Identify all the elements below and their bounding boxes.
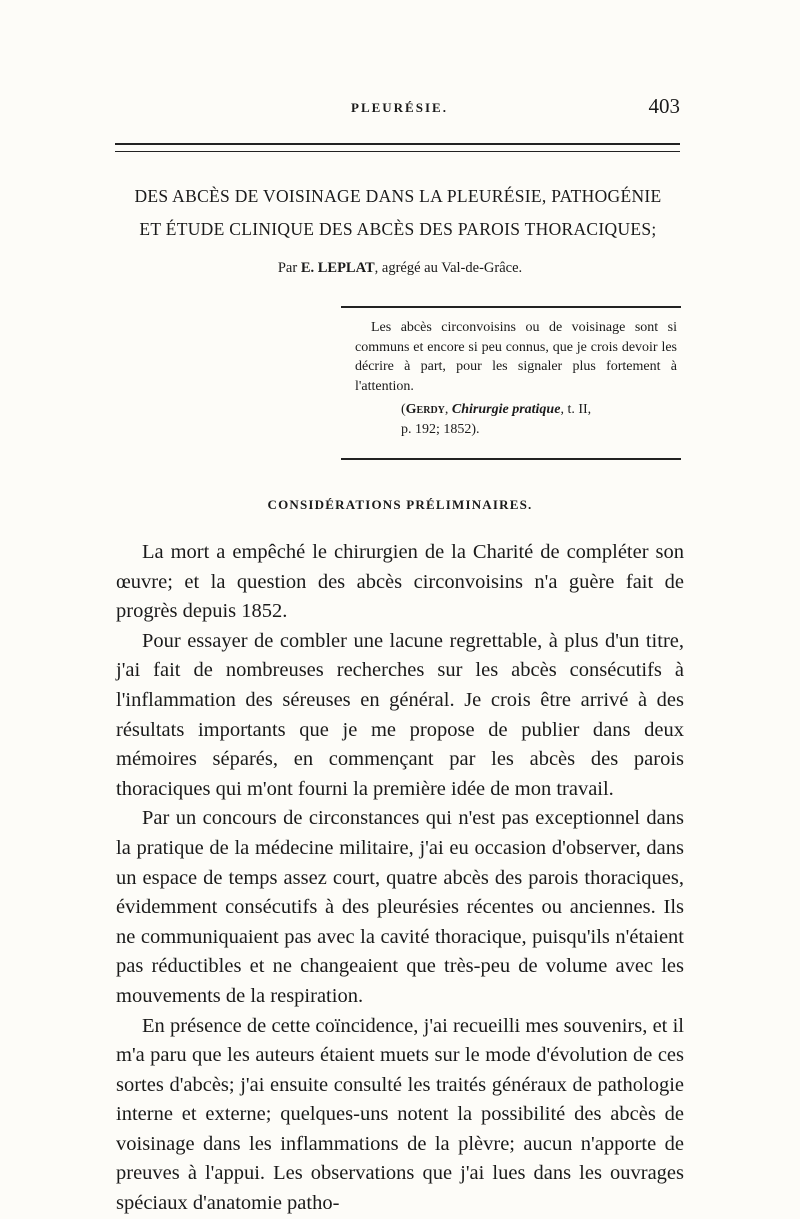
article-title-line-2: ET ÉTUDE CLINIQUE DES ABCÈS DES PAROIS THORACIQUES; — [139, 219, 657, 239]
paragraph-4: En présence de cette coïncidence, j'ai recueilli mes souvenirs, et il m'a paru que les auteurs étaient muets sur le mode d'évolution de ces sortes d'abcès; j'ai ensuite consulté les traités généraux de pathologie interne et externe; quelques-uns notent la possibilité des abcès de voisinage dans les inflammations de la plèvre; aucun n'apporte de preuves à l'appui. Les observations que j'ai lues dans les ouvrages spéciaux d'anatomie patho- — [116, 1014, 684, 1215]
citation-page-year: p. 192; 1852). — [401, 422, 480, 437]
paragraph-2: Pour essayer de combler une lacune regrettable, à plus d'un titre, j'ai fait de nombreuses recherches sur les abcès consécutifs à l'inflammation des séreuses en général. Je crois être arrivé à des résultats importants que je me propose de publier dans deux mémoires séparés, en commençant par les abcès des parois thoraciques qui m'ont fourni la première idée de mon travail. — [116, 629, 684, 800]
epigraph — [355, 318, 677, 440]
article-title-line-1: DES ABCÈS DE VOISINAGE DANS LA PLEURÉSIE, PATHOGÉNIE — [134, 186, 662, 206]
epigraph-quote: Les abcès circonvoisins ou de voisinage sont si communs et encore si peu connus, que je crois devoir les décrire à part, pour les signaler plus fortement à l'attention. — [355, 320, 677, 394]
epigraph-bottom-rule — [341, 458, 681, 460]
page-number: 403 — [648, 94, 680, 118]
header-double-rule — [115, 143, 680, 152]
citation-sep: , — [444, 402, 452, 417]
byline-suffix: , agrégé au Val-de-Grâce. — [374, 260, 523, 276]
citation-volume: , t. II, — [560, 402, 592, 417]
epigraph-citation — [355, 400, 677, 440]
paragraph-3: Par un concours de circonstances qui n'est pas exceptionnel dans la pratique de la médecine militaire, j'ai eu occasion d'observer, dans un espace de temps assez court, quatre abcès des parois thoraciques, évidemment consécutifs à des pleurésies récentes ou anciennes. Ils ne communiquaient pas avec la cavité thoracique, puisqu'ils n'étaient pas réductibles et ne changeaient que très-peu de volume avec les mouvements de la respiration. — [116, 807, 684, 1007]
citation-work: Chirurgie pratique — [451, 402, 561, 417]
article-title — [108, 180, 688, 246]
author-name: E. LEPLAT — [300, 260, 375, 276]
citation-open: ( — [401, 402, 406, 417]
body-text — [116, 538, 684, 1219]
running-title: PLEURÉSIE. — [351, 100, 448, 115]
running-head — [115, 94, 680, 118]
paragraph-1: La mort a empêché le chirurgien de la Charité de compléter son œuvre; et la question des abcès circonvoisins n'a guère fait de progrès depuis 1852. — [116, 541, 684, 623]
epigraph-top-rule — [341, 306, 681, 308]
byline-prefix: Par — [277, 260, 301, 276]
section-heading: CONSIDÉRATIONS PRÉLIMINAIRES. — [267, 497, 533, 512]
citation-author: Gerdy — [405, 402, 445, 417]
byline — [200, 260, 600, 277]
